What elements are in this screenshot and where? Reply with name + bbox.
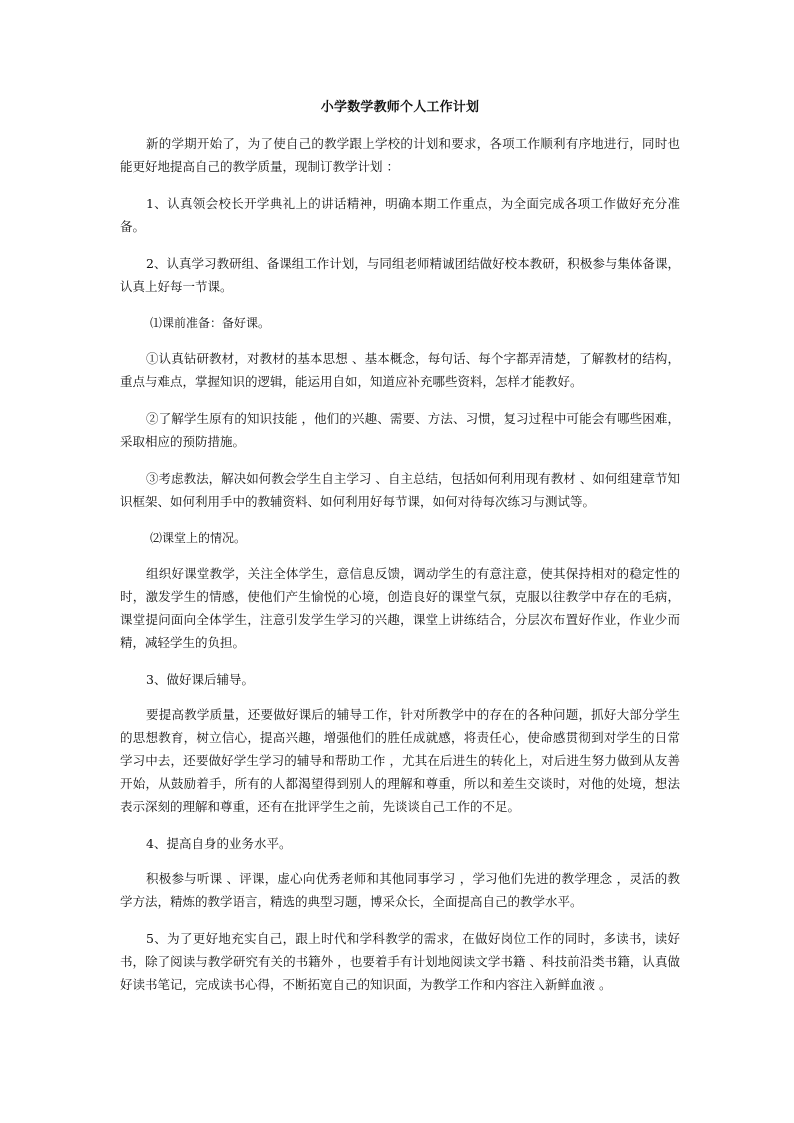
classroom-paragraph: 组织好课堂教学，关注全体学生，意信息反馈，调动学生的有意注意，使其保持相对的稳定性的时，激发学生的情感，使他们产生愉悦的心境，创造良好的课堂气氛，克服以往教学中存在的毛病，课堂提问面向全体学生，注意引发学生学习的兴趣，课堂上讲练结合，分层次布置好作业，作业少而精，减轻学生的负担。: [120, 566, 680, 650]
item-5-paragraph: 5、为了更好地充实自己，跟上时代和学科教学的需求，在做好岗位工作的同时，多读书，读好书，除了阅读与教学研究有关的书籍外 ，也要着手有计划地阅读文学书籍 、科技前沿类书籍，认真做好读书笔记，完成读书心得，不断拓宽自己的知识面，为教学工作和内容注入新鲜血液 。: [120, 931, 680, 992]
subsection-1-point-1: ①认真钻研教材，对教材的基本思想 、基本概念，每句话、每个字都弄清楚，了解教材的结构，重点与难点，掌握知识的逻辑，能运用自如，知道应补充哪些资料，怎样才能教好。: [120, 351, 680, 389]
professional-growth-paragraph: 积极参与听课 、评课，虚心向优秀老师和其他同事学习 ，学习他们先进的教学理念 ，灵活的教学方法，精炼的教学语言，精选的典型习题，博采众长，全面提高自己的教学水平。: [120, 871, 680, 909]
intro-paragraph: 新的学期开始了，为了使自己的教学跟上学校的计划和要求，各项工作顺利有序地进行，同时也能更好地提高自己的教学质量，现制订教学计划 ：: [120, 136, 680, 174]
item-2-paragraph: 2、认真学习教研组、备课组工作计划，与同组老师精诚团结做好校本教研，积极参与集体备课，认真上好每一节课。: [120, 256, 680, 294]
tutoring-paragraph: 要提高教学质量，还要做好课后的辅导工作，针对所教学中的存在的各种问题，抓好大部分学生的思想教育，树立信心，提高兴趣，增强他们的胜任成就感，将责任心，使命感贯彻到对学生的日常学习中去，还要做好学生学习的辅导和帮助工作 ，尤其在后进生的转化上，对后进生努力做到从友善开始，从鼓励着手，所有的人都渴望得到别人的理解和尊重，所以和差生交谈时，对他的处境，想法表示深刻的理解和尊重，还有在批评学生之前，先谈谈自己工作的不足。: [120, 707, 680, 814]
document-content: [120, 98, 680, 1010]
document-title: 小学数学教师个人工作计划: [320, 100, 480, 115]
subsection-1-point-2: ②了解学生原有的知识技能 ，他们的兴趣、需要、方法、习惯，复习过程中可能会有哪些困难，采取相应的预防措施。: [120, 411, 680, 449]
item-1-paragraph: 1、认真领会校长开学典礼上的讲话精神，明确本期工作重点，为全面完成各项工作做好充分准备。: [120, 196, 680, 234]
subsection-1-point-3: ③考虑教法，解决如何教会学生自主学习 、自主总结，包括如何利用现有教材 、如何组建章节知识框架、如何利用手中的教辅资料、如何利用好每节课，如何对待每次练习与测试等。: [120, 471, 680, 509]
item-4-heading: 4、提高自身的业务水平。: [146, 836, 292, 851]
subsection-1-heading: ⑴课前准备：备好课。: [150, 316, 271, 330]
item-3-heading: 3、做好课后辅导。: [146, 672, 254, 687]
subsection-2-heading: ⑵课堂上的情况。: [150, 531, 247, 545]
